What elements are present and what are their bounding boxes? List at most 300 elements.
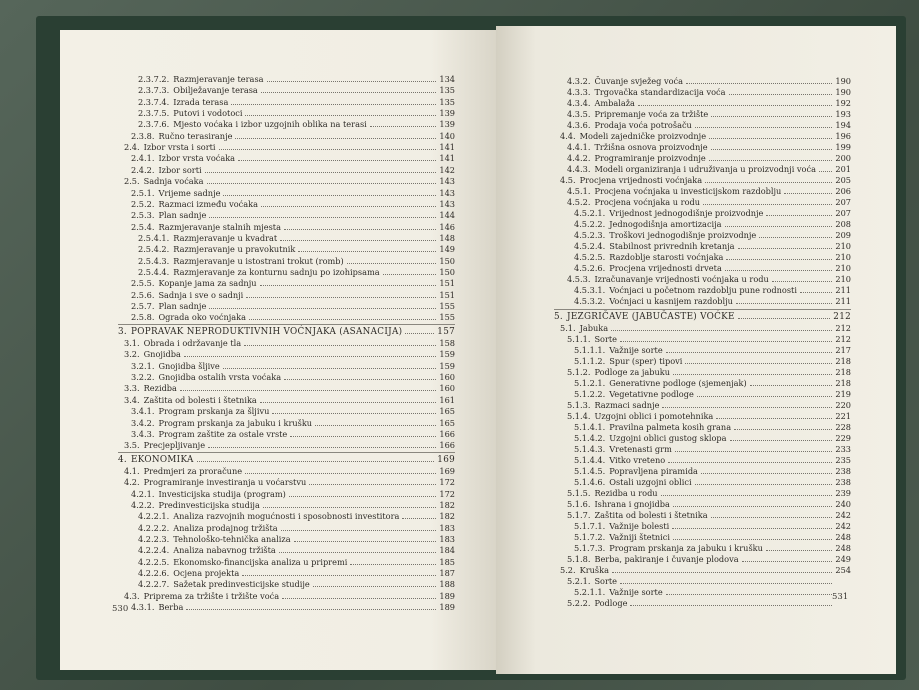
toc-page: 144 xyxy=(439,210,455,221)
dot-leader xyxy=(209,307,436,309)
page-number-left: 530 xyxy=(112,604,129,614)
toc-page: 218 xyxy=(835,367,851,377)
toc-number: 2.3.7.2. xyxy=(138,74,170,84)
right-page xyxy=(496,26,896,674)
dot-leader xyxy=(242,574,436,576)
toc-entry xyxy=(138,267,455,277)
toc-title: Izbor vrsta voćaka xyxy=(158,153,236,164)
toc-title: Razmjeravanje za konturnu sadnju po izohipsama xyxy=(173,266,380,277)
toc-number: 4.3.3. xyxy=(567,87,591,97)
toc-page: 238 xyxy=(835,477,851,487)
toc-page: 242 xyxy=(835,521,851,531)
toc-page: 155 xyxy=(439,312,455,323)
toc-page: 219 xyxy=(835,389,851,399)
toc-title: Razmjeravanje terasa xyxy=(173,74,264,84)
toc-title: Procjena voćnjaka u investicijskom razdoblju xyxy=(594,186,782,196)
toc-title: Jednogodišnja amortizacija xyxy=(609,219,722,229)
toc-number: 5.1.7.1. xyxy=(574,521,606,531)
toc-number: 2.5.7. xyxy=(131,301,155,311)
dot-leader xyxy=(630,604,832,606)
toc-number: 4.3.5. xyxy=(567,109,591,119)
toc-entry xyxy=(138,256,455,266)
toc-number: 5.1.4. xyxy=(567,411,591,421)
toc-entry xyxy=(124,142,455,152)
toc-entry xyxy=(124,349,455,359)
toc-page: 135 xyxy=(439,85,455,96)
toc-page: 161 xyxy=(439,394,455,405)
toc-entry xyxy=(131,153,455,163)
toc-entry xyxy=(118,327,455,337)
toc-number: 4.2. xyxy=(124,477,140,488)
dot-leader xyxy=(711,148,832,150)
dot-leader xyxy=(666,593,832,595)
toc-number: 4.2.2.4. xyxy=(138,545,170,556)
toc-title: Popravljena piramida xyxy=(609,466,698,476)
toc-entry xyxy=(574,532,851,542)
dot-leader xyxy=(695,483,832,485)
toc-title: Investicijska studija (program) xyxy=(158,488,286,499)
toc-title: Putovi i vodotoci xyxy=(173,108,243,119)
toc-page: 143 xyxy=(439,187,455,198)
toc-title: Ekonomsko-financijska analiza u pripremi xyxy=(173,556,348,567)
toc-page: 159 xyxy=(439,360,455,371)
toc-number: 3.4.1. xyxy=(131,406,155,417)
dot-leader xyxy=(686,82,832,84)
toc-number: 3.5. xyxy=(124,440,140,451)
toc-page: 210 xyxy=(835,274,851,284)
toc-entry xyxy=(567,164,851,174)
dot-leader xyxy=(668,461,832,463)
toc-page: 183 xyxy=(439,534,455,544)
toc-page: 212 xyxy=(833,312,851,322)
toc-number: 3.4. xyxy=(124,394,140,405)
toc-entry xyxy=(574,543,851,553)
toc-page: 242 xyxy=(835,510,851,520)
toc-number: 4.5.2.6. xyxy=(574,263,606,273)
toc-title: Analiza razvojnih mogućnosti i sposobnosti investitora xyxy=(173,511,400,522)
toc-entry xyxy=(131,429,455,439)
toc-number: 4.2.2.2. xyxy=(138,522,170,533)
dot-leader xyxy=(282,597,436,599)
toc-number: 4.4.1. xyxy=(567,142,591,152)
dot-leader xyxy=(705,181,832,183)
toc-number: 4.5.2.5. xyxy=(574,252,606,262)
toc-number: 5.1.4.6. xyxy=(574,477,606,487)
dot-leader xyxy=(223,194,436,196)
toc-title: Spur (sper) tipovi xyxy=(609,356,683,366)
toc-title: Razmjeravanje u istostrani trokut (romb) xyxy=(173,255,344,266)
toc-number: 4.2.2.6. xyxy=(138,568,170,579)
dot-leader xyxy=(383,273,436,275)
toc-number: 2.4.1. xyxy=(131,153,155,164)
toc-title: Program prskanja za šljivu xyxy=(158,406,270,417)
toc-title: Plan sadnje xyxy=(158,301,207,311)
toc-title: Procjena vrijednosti drveta xyxy=(609,263,722,273)
toc-title: Tržišna osnova proizvodnje xyxy=(594,142,708,152)
toc-number: 5.1.7.3. xyxy=(574,543,606,553)
dot-leader xyxy=(238,159,436,161)
toc-title: Precjepljivanje xyxy=(143,440,206,451)
dot-leader xyxy=(620,340,832,342)
toc-entry xyxy=(131,290,455,300)
toc-title: Ocjena projekta xyxy=(173,568,240,579)
toc-entry xyxy=(131,199,455,209)
dot-leader xyxy=(620,582,832,584)
toc-entry xyxy=(567,197,851,207)
dot-leader xyxy=(766,214,832,216)
dot-leader xyxy=(701,472,832,474)
toc-entry xyxy=(567,87,851,97)
dot-leader xyxy=(666,351,832,353)
toc-entry xyxy=(138,568,455,578)
toc-page: 165 xyxy=(439,417,455,428)
toc-number: 2.3.7.3. xyxy=(138,85,170,96)
toc-entry xyxy=(574,422,851,432)
toc-title: Jabuka xyxy=(579,323,609,333)
toc-entry xyxy=(131,312,455,322)
toc-number: 2.3.7.6. xyxy=(138,119,170,130)
toc-page: 193 xyxy=(835,109,851,119)
toc-entry xyxy=(131,500,455,510)
toc-number: 4.5.2.1. xyxy=(574,208,606,218)
toc-page: 212 xyxy=(835,334,851,344)
toc-title: Trgovačka standardizacija voća xyxy=(594,87,726,97)
toc-entry xyxy=(567,499,851,509)
dot-leader xyxy=(725,269,832,271)
toc-page: 158 xyxy=(439,338,455,349)
dot-leader xyxy=(347,262,436,264)
dot-leader xyxy=(245,472,436,474)
toc-entry xyxy=(567,274,851,284)
dot-leader xyxy=(245,114,436,116)
toc-entry xyxy=(138,74,455,84)
toc-entry xyxy=(131,301,455,311)
toc-title: Obilježavanje terasa xyxy=(173,85,258,96)
toc-number: 3.3. xyxy=(124,383,140,394)
toc-entry xyxy=(567,142,851,152)
toc-page: 211 xyxy=(835,285,851,295)
toc-entry xyxy=(124,338,455,348)
toc-number: 5.1.1. xyxy=(567,334,591,344)
toc-entry xyxy=(138,97,455,107)
dot-leader xyxy=(205,171,436,173)
toc-number: 2.5.5. xyxy=(131,278,155,289)
dot-leader xyxy=(819,170,832,172)
toc-title: Priprema za tržište i tržište voća xyxy=(143,590,280,601)
toc-title: Sadnja i sve o sadnji xyxy=(158,289,244,300)
toc-entry xyxy=(574,263,851,273)
toc-entry xyxy=(574,252,851,262)
dot-leader xyxy=(672,527,832,529)
toc-number: 5.1.4.4. xyxy=(574,455,606,465)
toc-entry xyxy=(131,406,455,416)
toc-number: 3.2.1. xyxy=(131,360,155,371)
dot-leader xyxy=(709,159,832,161)
toc-page: 212 xyxy=(835,323,851,333)
toc-number: 5.1.7. xyxy=(567,510,591,520)
page-number-right: 531 xyxy=(832,592,849,602)
toc-entry xyxy=(567,576,851,586)
toc-page: 166 xyxy=(439,428,455,439)
toc-page: 188 xyxy=(439,579,455,590)
toc-title: Predinvesticijska studija xyxy=(158,499,260,510)
toc-title: Zaštita od bolesti i štetnika xyxy=(143,394,257,405)
dot-leader xyxy=(405,332,434,334)
toc-entry xyxy=(574,587,851,597)
dot-leader xyxy=(350,563,436,565)
toc-entry xyxy=(560,323,851,333)
toc-entry xyxy=(567,98,851,108)
dot-leader xyxy=(673,538,832,540)
toc-title: Važnije bolesti xyxy=(609,521,670,531)
toc-number: 5.1.3. xyxy=(567,400,591,410)
toc-page: 207 xyxy=(835,197,851,207)
dot-leader xyxy=(209,216,436,218)
toc-page: 208 xyxy=(835,219,851,229)
toc-number: 5.2. xyxy=(560,565,576,575)
toc-page: 205 xyxy=(835,175,851,185)
dot-leader xyxy=(290,435,436,437)
toc-title: Program prskanja za jabuku i krušku xyxy=(158,417,313,428)
toc-number: 4.3. xyxy=(124,590,140,601)
toc-entry xyxy=(131,489,455,499)
toc-title: Ručno terasiranje xyxy=(158,130,233,141)
toc-page: 169 xyxy=(439,465,455,476)
toc-entry xyxy=(138,534,455,544)
toc-number: 5.1.8. xyxy=(567,554,591,564)
dot-leader xyxy=(207,182,436,184)
toc-page: 238 xyxy=(835,466,851,476)
toc-page: 218 xyxy=(835,356,851,366)
toc-title: Plan sadnje xyxy=(158,210,207,221)
dot-leader xyxy=(186,608,436,610)
dot-leader xyxy=(772,280,832,282)
dot-leader xyxy=(244,344,436,346)
toc-number: 5.1.4.5. xyxy=(574,466,606,476)
dot-leader xyxy=(294,540,436,542)
toc-entry xyxy=(567,120,851,130)
toc-title: Berba xyxy=(158,602,184,613)
toc-title: Uzgojni oblici i pomotehnika xyxy=(594,411,714,421)
toc-number: 5.1.4.3. xyxy=(574,444,606,454)
toc-number: 4.4.3. xyxy=(567,164,591,174)
toc-page: 185 xyxy=(439,556,455,567)
toc-entry xyxy=(131,188,455,198)
dot-leader xyxy=(750,384,832,386)
toc-number: 5.1.2. xyxy=(567,367,591,377)
toc-page: 207 xyxy=(835,208,851,218)
toc-entry xyxy=(560,131,851,141)
toc-page: 190 xyxy=(835,87,851,97)
chapter-rule xyxy=(118,324,455,325)
toc-title: Predmjeri za proračune xyxy=(143,465,243,476)
dot-leader xyxy=(284,228,436,230)
toc-title: Vrijeme sadnje xyxy=(158,187,221,198)
toc-page: 200 xyxy=(835,153,851,163)
toc-page: 210 xyxy=(835,263,851,273)
toc-page: 210 xyxy=(835,241,851,251)
toc-page: 254 xyxy=(835,565,851,575)
toc-title: Mjesto voćaka i izbor uzgojnih oblika na terasi xyxy=(173,119,367,130)
toc-title: Program prskanja za jabuku i krušku xyxy=(609,543,763,553)
toc-entry xyxy=(138,119,455,129)
toc-entry xyxy=(138,579,455,589)
toc-title: Razmjeravanje u kvadrat xyxy=(173,232,278,243)
toc-page: 184 xyxy=(439,545,455,556)
toc-title: Razmaci između voćaka xyxy=(158,198,258,209)
toc-title: Modeli zajedničke proizvodnje xyxy=(579,131,707,141)
toc-page: 143 xyxy=(439,198,455,209)
toc-page: 248 xyxy=(835,532,851,542)
toc-number: 4.5.3. xyxy=(567,274,591,284)
toc-title: Prodaja voća potrošaču xyxy=(594,120,692,130)
toc-entry xyxy=(138,511,455,521)
toc-entry xyxy=(574,241,851,251)
toc-entry xyxy=(131,222,455,232)
toc-page: 172 xyxy=(439,477,455,488)
toc-entry xyxy=(574,230,851,240)
toc-title: Kopanje jama za sadnju xyxy=(158,278,257,289)
toc-entry xyxy=(567,510,851,520)
toc-title: Ostali uzgojni oblici xyxy=(609,477,692,487)
toc-title: Podloge za jabuku xyxy=(594,367,670,377)
dot-leader xyxy=(673,505,832,507)
toc-entry xyxy=(124,383,455,393)
dot-leader xyxy=(729,93,832,95)
toc-page: 218 xyxy=(835,378,851,388)
toc-number: 2.4. xyxy=(124,142,140,153)
toc-entry xyxy=(567,400,851,410)
dot-leader xyxy=(313,585,436,587)
dot-leader xyxy=(738,247,832,249)
toc-entry xyxy=(131,418,455,428)
toc-page: 165 xyxy=(439,406,455,417)
toc-number: 2.3.7.4. xyxy=(138,96,170,107)
toc-entry xyxy=(567,598,851,608)
toc-page: 190 xyxy=(835,76,851,86)
toc-entry xyxy=(567,554,851,564)
toc-number: 5.1.2.2. xyxy=(574,389,606,399)
dot-leader xyxy=(281,529,436,531)
toc-entry xyxy=(574,296,851,306)
toc-page: 150 xyxy=(439,266,455,277)
toc-entry xyxy=(574,521,851,531)
dot-leader xyxy=(272,412,436,414)
toc-page: 143 xyxy=(439,176,455,187)
toc-number: 4.4.2. xyxy=(567,153,591,163)
dot-leader xyxy=(235,137,436,139)
dot-leader xyxy=(734,428,832,430)
toc-number: 4.5.1. xyxy=(567,186,591,196)
toc-entry xyxy=(131,361,455,371)
toc-entry xyxy=(574,433,851,443)
toc-entry xyxy=(138,523,455,533)
toc-page: 210 xyxy=(835,252,851,262)
toc-title: Važnije sorte xyxy=(609,345,663,355)
dot-leader xyxy=(730,439,833,441)
toc-title: Važniji štetnici xyxy=(609,532,670,542)
toc-page: 172 xyxy=(439,488,455,499)
toc-number: 2.5.4.2. xyxy=(138,244,170,255)
toc-entry xyxy=(567,153,851,163)
dot-leader xyxy=(208,446,436,448)
toc-page: 160 xyxy=(439,383,455,394)
toc-page: 142 xyxy=(439,164,455,175)
toc-title: Kruška xyxy=(579,565,609,575)
toc-title: Razdoblje starosti voćnjaka xyxy=(609,252,724,262)
toc-number: 4.5.2.4. xyxy=(574,241,606,251)
toc-number: 2.5.4.1. xyxy=(138,232,170,243)
toc-page: 146 xyxy=(439,221,455,232)
dot-leader xyxy=(784,192,832,194)
toc-number: 3.4.2. xyxy=(131,417,155,428)
toc-number: 3.2. xyxy=(124,349,140,360)
dot-leader xyxy=(231,103,436,105)
dot-leader xyxy=(685,362,832,364)
toc-title: Modeli organiziranja i udruživanja u proizvodnji voća xyxy=(594,164,816,174)
toc-title: Važnije sorte xyxy=(609,587,663,597)
toc-number: 2.5.4. xyxy=(131,221,155,232)
toc-number: 2.5.3. xyxy=(131,210,155,221)
toc-page: 233 xyxy=(835,444,851,454)
toc-number: 5. xyxy=(554,312,563,322)
toc-page: 166 xyxy=(439,440,455,451)
toc-title: Vitko vreteno xyxy=(609,455,666,465)
toc-page: 220 xyxy=(835,400,851,410)
toc-title: JEZGRIČAVE (JABUČASTE) VOĆKE xyxy=(567,312,735,322)
toc-title: Izbor sorti xyxy=(158,164,202,175)
toc-page: 194 xyxy=(835,120,851,130)
toc-number: 5.1.5. xyxy=(567,488,591,498)
toc-page: 140 xyxy=(439,130,455,141)
toc-entry xyxy=(131,372,455,382)
toc-number: 4.3.4. xyxy=(567,98,591,108)
toc-number: 4.2.2.5. xyxy=(138,556,170,567)
toc-number: 5.1.1.1. xyxy=(574,345,606,355)
toc-number: 3.4.3. xyxy=(131,428,155,439)
toc-page: 141 xyxy=(439,153,455,164)
toc-number: 3.1. xyxy=(124,338,140,349)
toc-number: 4.5.2.3. xyxy=(574,230,606,240)
dot-leader xyxy=(260,401,436,403)
toc-entry xyxy=(574,208,851,218)
dot-leader xyxy=(742,560,832,562)
toc-page: 221 xyxy=(835,411,851,421)
toc-entry xyxy=(124,440,455,450)
toc-title: Ishrana i gnojidba xyxy=(594,499,670,509)
toc-page: 217 xyxy=(835,345,851,355)
toc-entry xyxy=(124,176,455,186)
toc-number: 2.5.8. xyxy=(131,312,155,323)
toc-number: 2.5. xyxy=(124,176,140,187)
toc-page: 235 xyxy=(835,455,851,465)
toc-title: Programiranje investiranja u voćarstvu xyxy=(143,477,307,488)
toc-number: 2.5.4.4. xyxy=(138,266,170,277)
toc-page: 148 xyxy=(439,232,455,243)
toc-page: 228 xyxy=(835,422,851,432)
toc-entry xyxy=(560,565,851,575)
toc-title: Generativne podloge (sjemenjak) xyxy=(609,378,747,388)
toc-page: 248 xyxy=(835,543,851,553)
dot-leader xyxy=(612,571,832,573)
dot-leader xyxy=(298,250,436,252)
dot-leader xyxy=(711,115,832,117)
toc-page: 149 xyxy=(439,244,455,255)
toc-entry xyxy=(138,233,455,243)
toc-number: 5.2.2. xyxy=(567,598,591,608)
toc-number: 5.1.6. xyxy=(567,499,591,509)
toc-entry xyxy=(574,378,851,388)
